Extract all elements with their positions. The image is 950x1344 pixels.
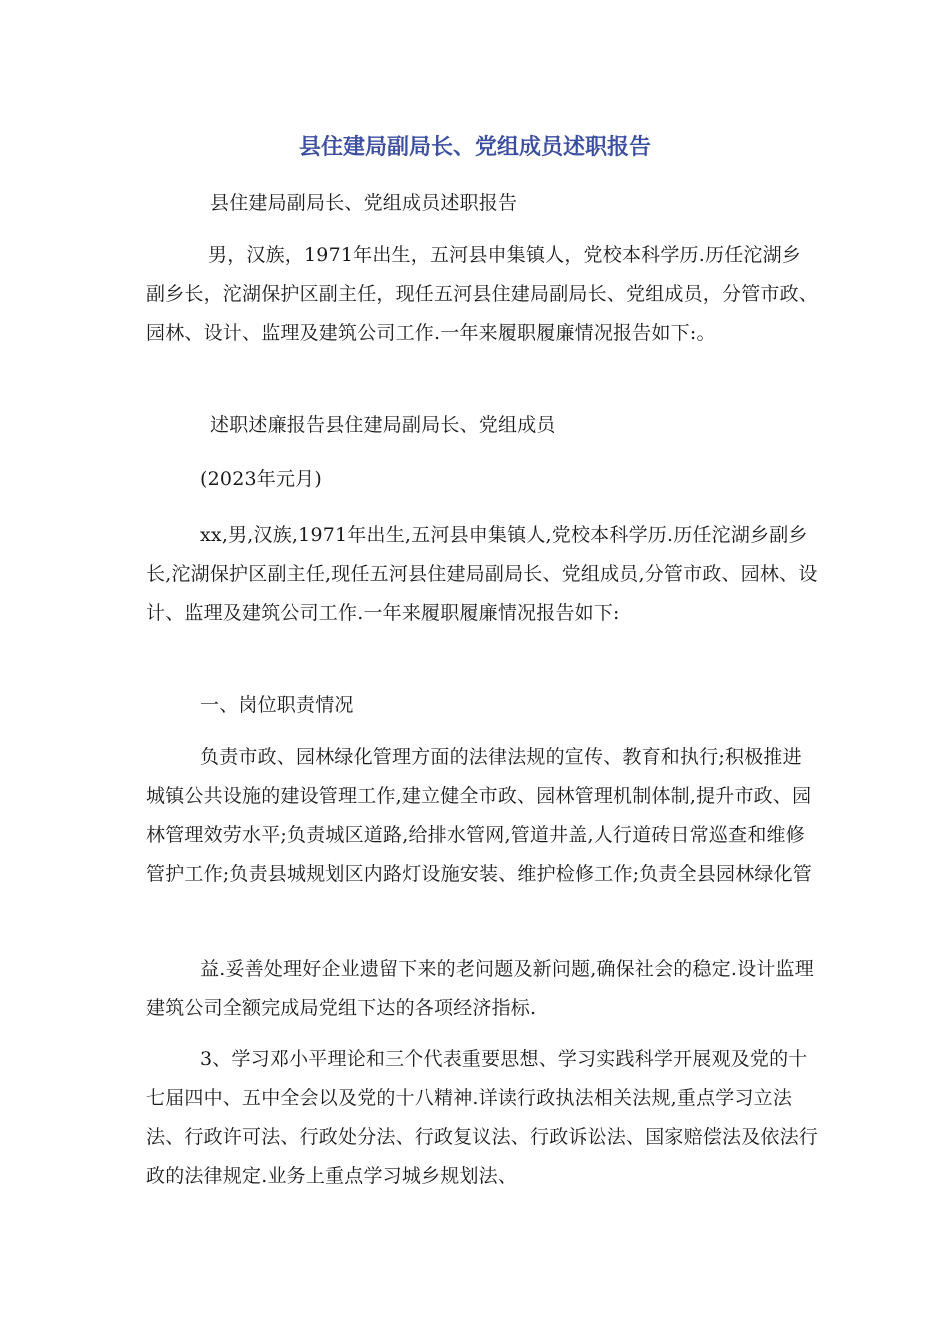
section-heading-duties: 一、岗位职责情况 bbox=[200, 694, 354, 716]
paragraph-report-heading: 述职述廉报告县住建局副局长、党组成员 bbox=[210, 414, 556, 436]
paragraph-study: 3、学习邓小平理论和三个代表重要思想、学习实践科学开展观及党的十七届四中、五中全会以及党的十八精神.详读行政执法相关法规,重点学习立法法、行政许可法、行政处分法、行政复议法、行政诉讼法、国家赔偿法及依法行政的法律规定.业务上重点学习城乡规划法、 bbox=[146, 1048, 819, 1187]
paragraph-duties: 负责市政、园林绿化管理方面的法律法规的宣传、教育和执行;积极推进城镇公共设施的建设管理工作,建立健全市政、园林管理机制体制,提升市政、园林管理效劳水平;负责城区道路,给排水管网,管道井盖,人行道砖日常巡查和维修管护工作;负责县城规划区内路灯设施安装、维护检修工作;负责全县园林绿化管 bbox=[146, 746, 813, 885]
paragraph-subtitle: 县住建局副局长、党组成员述职报告 bbox=[210, 192, 518, 214]
paragraph-benefit: 益.妥善处理好企业遗留下来的老问题及新问题,确保社会的稳定.设计监理建筑公司全额完成局党组下达的各项经济指标. bbox=[146, 958, 814, 1019]
document-title: 县住建局副局长、党组成员述职报告 bbox=[298, 135, 651, 160]
paragraph-intro-1: 男，汉族，1971年出生，五河县申集镇人，党校本科学历.历任沱湖乡副乡长，沱湖保护区副主任，现任五河县住建局副局长、党组成员，分管市政、园林、设计、监理及建筑公司工作.一年来履职履廉情况报告如下:。 bbox=[146, 244, 819, 344]
paragraph-intro-2: xx,男,汉族,1971年出生,五河县申集镇人,党校本科学历.历任沱湖乡副乡长,沱湖保护区副主任,现任五河县住建局副局长、党组成员,分管市政、园林、设计、监理及建筑公司工作.一年来履职履廉情况报告如下: bbox=[146, 524, 818, 624]
paragraph-date: (2023年元月) bbox=[200, 468, 322, 490]
